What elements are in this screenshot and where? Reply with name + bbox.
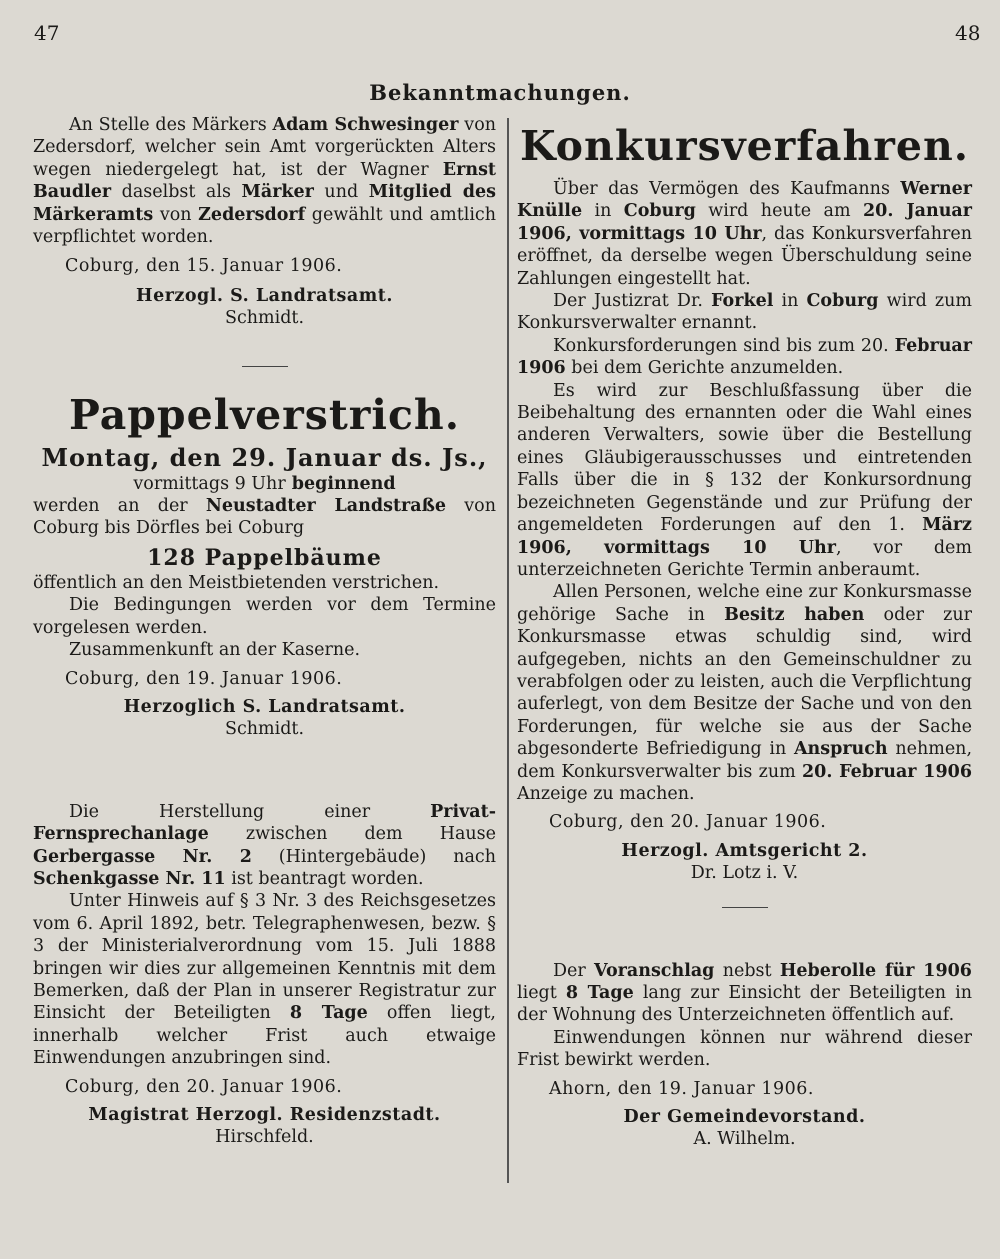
signer: Schmidt. (224, 308, 305, 329)
emphasis: Forkel (711, 291, 774, 312)
page-number-right: 48 (955, 21, 981, 45)
text-run: werden an der (33, 496, 206, 517)
dateline: Coburg, den 20. Januar 1906. (549, 812, 827, 833)
auction-time (33, 473, 496, 495)
text-run: Unter Hinweis auf § 3 Nr. 3 des Reichsgesetzes vom 6. April 1892, betr. Telegraphenwesen, bezw. § 3 der Ministerialverordnung vom 15. Juli 1888 bringen wir dies zur allgemeinen Kenntnis mit dem Bemerken, daß der Plan in unserer Registratur zur Einsicht der Beteiligten (33, 891, 496, 1024)
notice-paragraph (33, 114, 496, 248)
emphasis: Zedersdorf (198, 204, 306, 225)
text-run: in (773, 291, 807, 312)
text-run: Anzeige zu machen. (517, 783, 695, 804)
authority: Magistrat Herzogl. Residenzstadt. (88, 1105, 441, 1125)
emphasis: 20. Februar 1906 (801, 761, 972, 782)
emphasis: 8 Tage (289, 1003, 368, 1024)
text-run: , vor dem unterzeichneten Gerichte Termin anberaumt. (517, 537, 972, 580)
emphasis: Schenkgasse Nr. 11 (33, 868, 226, 889)
text-run: Es wird zur Beschlußfassung über die Beibehaltung des ernannten oder die Wahl eines anderen Verwalters, sowie über die Bestellung eines Gläubigerausschusses und eintretenden Falls über die in § 132 der Konkursordnung bezeichneten Gegenstände und zur Prüfung der angemeldeten Forderungen auf den 1. (517, 380, 972, 536)
emphasis: beginnend (285, 473, 396, 494)
right-column (517, 114, 972, 1151)
text-run: bei dem Gerichte anzumelden. (565, 358, 844, 379)
notice-paragraph (517, 290, 972, 335)
text-run: zwischen dem Hause (208, 824, 496, 845)
emphasis: Neustadter Landstraße (205, 496, 447, 517)
notice-pappelverstrich (33, 391, 496, 741)
dateline: Ahorn, den 19. Januar 1906. (549, 1078, 814, 1099)
dateline: Coburg, den 19. Januar 1906. (65, 668, 343, 689)
text-run: von Coburg bis Dörfles bei Coburg (33, 496, 496, 539)
auction-location (33, 495, 496, 540)
dateline: Coburg, den 20. Januar 1906. (65, 1076, 343, 1097)
text-run: gewählt und amtlich verpflichtet worden. (33, 204, 496, 248)
emphasis: Februar 1906 (517, 335, 972, 379)
page-number-left: 47 (34, 21, 60, 45)
text-run: Der (553, 960, 595, 981)
notice-paragraph (517, 960, 972, 1027)
emphasis: Gerbergasse Nr. 2 (33, 846, 252, 867)
text-run: von (153, 204, 199, 225)
text-run: oder zur Konkursmasse etwas schuldig sind, wird aufgegeben, nichts an den Gemeinschuldner zu verabfolgen oder zu leisten, auch die Verpflichtung auferlegt, von dem Besitze der Sache und von den Forderungen, für welche sie aus der Sache abgesonderte Befriedigung in (517, 604, 972, 760)
text-run: offen liegt, innerhalb welcher Frist auch etwaige Einwendungen anzubringen sind. (33, 1003, 496, 1069)
notice-title: Pappelverstrich. (68, 390, 461, 439)
authority: Herzogl. S. Landratsamt. (136, 285, 393, 306)
notice-voranschlag (517, 960, 972, 1151)
text-run: An Stelle des Märkers (69, 115, 273, 135)
emphasis: Märker (241, 182, 314, 203)
emphasis: Besitz haben (724, 604, 865, 625)
text-run: daselbst als (111, 182, 242, 203)
text-run: in (582, 201, 624, 222)
notice-title: Konkursverfahren. (519, 122, 970, 170)
dateline: Coburg, den 15. Januar 1906. (65, 256, 343, 277)
notice-paragraph (33, 801, 496, 891)
signer: Schmidt. (224, 719, 305, 740)
emphasis: 8 Tage (565, 983, 634, 1003)
text-run: (Hintergebäude) nach (251, 846, 496, 867)
auction-conditions: Die Bedingungen werden vor dem Termine vorgelesen werden. (33, 595, 496, 638)
text-run: Über das Vermögen des Kaufmanns (553, 179, 901, 199)
text-run: Konkursforderungen sind bis zum 20. (553, 335, 895, 356)
emphasis: März 1906, vormittags 10 Uhr (517, 515, 972, 558)
emphasis: Heberolle für 1906 (779, 960, 972, 981)
text-run: Die Herstellung einer (69, 801, 431, 822)
text-run: nehmen, dem Konkursverwalter bis zum (517, 739, 973, 782)
notice-paragraph (517, 581, 972, 805)
notice-maerker (33, 114, 496, 330)
notice-paragraph (517, 380, 972, 582)
text-run: liegt (517, 983, 566, 1003)
auction-item: 128 Pappelbäume (147, 544, 382, 571)
authority: Der Gemeindevorstand. (623, 1107, 866, 1128)
emphasis: Mitglied des Märkeramts (33, 182, 496, 225)
notice-fernsprechanlage (33, 801, 496, 1149)
authority: Herzogl. Amtsgericht 2. (621, 840, 868, 861)
left-column (33, 114, 496, 1149)
emphasis: Coburg (623, 201, 696, 222)
notice-konkursverfahren (517, 122, 972, 885)
text-run: vormittags 9 Uhr (133, 473, 286, 494)
text-run: Allen Personen, welche eine zur Konkursmasse gehörige Sache in (517, 582, 972, 625)
notice-paragraph (517, 178, 972, 290)
column-divider (507, 118, 509, 1183)
text-run: wird heute am (695, 201, 863, 222)
text-run: Der Justizrat Dr. (553, 291, 712, 312)
emphasis: Privat-Fernsprechanlage (33, 801, 496, 845)
emphasis: Ernst Baudler (33, 159, 496, 203)
notice-paragraph (33, 890, 496, 1069)
text-run: nebst (714, 960, 780, 981)
text-run: wird zum Konkursverwalter ernannt. (517, 291, 972, 334)
auction-meeting: Zusammenkunft an der Kaserne. (69, 640, 361, 661)
text-run: , das Konkursverfahren eröffnet, da derselbe wegen Überschuldung seine Zahlungen eingestellt hat. (517, 223, 972, 289)
authority: Herzoglich S. Landratsamt. (123, 696, 406, 717)
auction-sale: öffentlich an den Meistbietenden verstrichen. (33, 572, 440, 593)
text-run: lang zur Einsicht der Beteiligten in der Wohnung des Unterzeichneten öffentlich auf. (517, 983, 972, 1026)
emphasis: Voranschlag (594, 960, 715, 981)
emphasis: Werner Knülle (517, 179, 972, 222)
auction-date: Montag, den 29. Januar ds. Js., (41, 442, 488, 472)
text-run: von Zedersdorf, welcher sein Amt vorgerückten Alters wegen niedergelegt hat, ist der Wagner (33, 115, 497, 180)
signer: Hirschfeld. (215, 1127, 314, 1148)
text-run: ist beantragt worden. (225, 868, 424, 889)
text-run: und (313, 182, 369, 203)
signer: A. Wilhelm. (693, 1129, 796, 1150)
notice-paragraph: Einwendungen können nur während dieser Frist bewirkt werden. (517, 1027, 972, 1071)
emphasis: 20. Januar 1906, vormittags 10 Uhr (517, 201, 972, 244)
notice-paragraph (517, 335, 972, 380)
emphasis: Anspruch (793, 739, 888, 760)
signer: Dr. Lotz i. V. (690, 863, 799, 884)
section-header: Bekanntmachungen. (369, 80, 631, 105)
emphasis: Adam Schwesinger (272, 115, 459, 135)
emphasis: Coburg (806, 291, 879, 312)
